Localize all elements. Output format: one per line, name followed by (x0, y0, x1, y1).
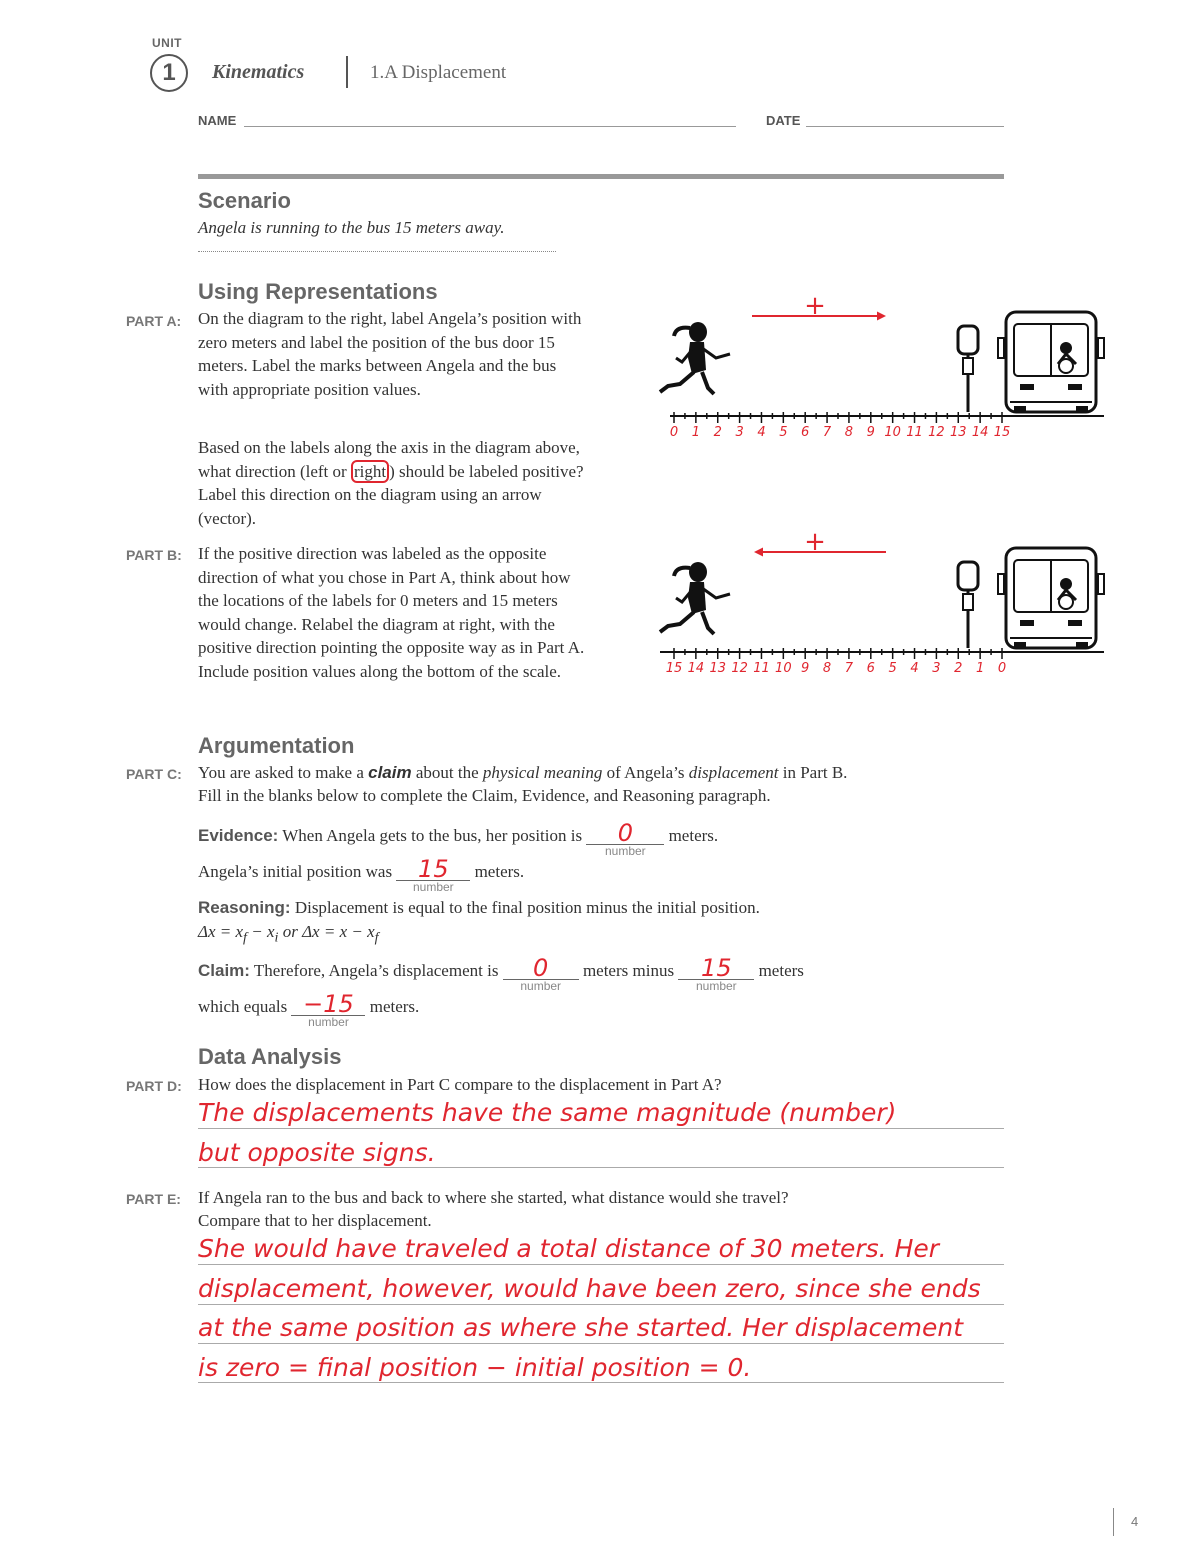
meters-text: meters. (470, 862, 525, 881)
scale-label: 3 (735, 425, 744, 440)
formula-sub-f: f (374, 929, 379, 946)
scale-label: 1 (975, 661, 985, 676)
final-position-blank[interactable] (586, 819, 664, 858)
intro-text-2: about the (411, 763, 483, 782)
claim-final-value: 0 (533, 954, 549, 982)
initial-position-line (198, 855, 525, 894)
scenario-heading: Scenario (198, 188, 291, 213)
answer-rule (198, 1128, 1004, 1129)
intro-displacement: displacement (688, 763, 779, 782)
scale-label: 4 (757, 425, 766, 440)
claim-initial-blank[interactable] (678, 954, 754, 993)
bus-stop-sign-icon (958, 326, 978, 412)
intro-text-3: of Angela’s (602, 763, 689, 782)
scale-label: 12 (928, 425, 945, 440)
unit-number-badge: 1 (150, 54, 188, 92)
part-a-question-end: ) should be labeled positive? Label this direction on the diagram using an arrow (vector). (198, 461, 584, 528)
initial-position-value: 15 (418, 855, 449, 883)
header-rule (198, 174, 1004, 179)
answer-rule (198, 1264, 1004, 1265)
claim-line (198, 954, 804, 993)
part-d-answer-line-2: but opposite signs. (198, 1138, 436, 1167)
scale-label: 2 (954, 661, 963, 676)
part-a-question-start: Based on the labels along the axis in the diagram above, what direction (left or (198, 438, 580, 481)
scale-label: 9 (801, 661, 810, 676)
page-number: 4 (1131, 1514, 1139, 1529)
result-line (198, 990, 420, 1029)
section-title: 1.A Displacement (370, 62, 507, 83)
data-analysis-heading: Data Analysis (198, 1044, 342, 1069)
circled-answer-right: right (351, 460, 389, 483)
scale-label: 5 (779, 425, 788, 440)
claim-initial-value: 15 (701, 954, 732, 982)
evidence-line (198, 819, 719, 858)
footer-divider (1113, 1508, 1114, 1536)
intro-claim: claim (368, 763, 412, 782)
scale-label: 7 (822, 425, 832, 440)
part-e-answer-line-1: She would have traveled a total distance of 30 meters. Her (198, 1234, 940, 1263)
scale-labels-b (666, 661, 1006, 676)
part-b-label: PART B: (126, 547, 182, 563)
scale-label: 10 (775, 661, 792, 676)
part-c-intro (198, 761, 998, 785)
part-e-answer-line-4: is zero = final position − initial position = 0. (198, 1353, 752, 1382)
scale-label: 5 (888, 661, 897, 676)
part-e-label: PART E: (126, 1191, 181, 1207)
part-d-question: How does the displacement in Part C compare to the displacement in Part A? (198, 1075, 722, 1094)
part-b-text: If the positive direction was labeled as the opposite direction of what you chose in Part A, think about how the locations of the labels for 0 meters and 15 meters would change. Relabel the diagram at right, with the positive direction pointing the opposite way as in Part A. Include position values along the bottom of the scale. (198, 544, 585, 681)
bus-icon (998, 548, 1104, 648)
formula-sub-f: f (243, 929, 247, 946)
initial-position-blank[interactable] (396, 855, 470, 894)
reasoning-text: Displacement is equal to the final position minus the initial position. (290, 898, 760, 917)
part-a-question (198, 436, 586, 530)
evidence-text: When Angela gets to the bus, her position is (278, 826, 587, 845)
scale-label: 4 (910, 661, 919, 676)
scale-label: 8 (844, 425, 854, 440)
scale-label: 11 (753, 661, 770, 676)
bus-stop-sign-icon (958, 562, 978, 648)
scale-label: 0 (669, 425, 679, 440)
intro-physical-meaning: physical meaning (482, 763, 603, 782)
claim-final-blank[interactable] (503, 954, 579, 993)
part-d-label: PART D: (126, 1078, 182, 1094)
answer-rule (198, 1304, 1004, 1305)
angela-runner-icon (660, 322, 730, 394)
intro-text-4: in Part B. (778, 763, 848, 782)
part-e-question-2: Compare that to her displacement. (198, 1211, 432, 1230)
scale-label: 15 (993, 425, 1011, 440)
scale-label: 1 (691, 425, 701, 440)
answer-rule (198, 1382, 1004, 1383)
formula-sub-i: i (274, 929, 279, 946)
part-e-question-1: If Angela ran to the bus and back to where she started, what distance would she travel? (198, 1188, 789, 1207)
initial-text: Angela’s initial position was (198, 862, 397, 881)
scale-label: 0 (997, 661, 1007, 676)
diagram-part-b (652, 528, 1112, 688)
plus-sign: + (804, 528, 826, 557)
meters-text: meters (754, 961, 804, 980)
displacement-result-value: −15 (303, 990, 354, 1018)
scenario-text: Angela is running to the bus 15 meters away. (198, 218, 505, 237)
scale-labels-a (670, 425, 1010, 440)
scale-label: 3 (932, 661, 941, 676)
claim-text: Therefore, Angela’s displacement is (249, 961, 503, 980)
bus-icon (998, 312, 1104, 412)
meters-text: meters. (365, 997, 420, 1016)
intro-text-1: You are asked to make a (198, 763, 369, 782)
header-divider (346, 56, 348, 88)
diagram-part-a (652, 292, 1112, 452)
evidence-label: Evidence: (198, 826, 279, 845)
formula-part-1: Δx = x (198, 922, 244, 941)
part-d-answer-line-1: The displacements have the same magnitude (number) (198, 1098, 897, 1127)
part-e-answer-line-2: displacement, however, would have been zero, since she ends (198, 1274, 981, 1303)
blank-caption: number (520, 979, 562, 993)
meters-minus-text: meters minus (578, 961, 679, 980)
page-title: Kinematics (212, 61, 305, 83)
displacement-formula (198, 920, 379, 950)
scale-label: 6 (801, 425, 810, 440)
scale-label: 7 (844, 661, 854, 676)
position-axis (660, 648, 1104, 659)
scenario-divider (198, 251, 556, 252)
scale-label: 8 (822, 661, 832, 676)
plus-sign: + (804, 292, 826, 321)
final-position-value: 0 (617, 819, 633, 847)
displacement-result-blank[interactable] (291, 990, 365, 1029)
answer-rule (198, 1343, 1004, 1344)
position-axis (670, 412, 1104, 423)
blank-caption: number (308, 1015, 349, 1029)
meters-text: meters. (664, 826, 719, 845)
scale-label: 9 (866, 425, 875, 440)
scale-label: 10 (884, 425, 901, 440)
scale-label: 14 (971, 425, 989, 440)
formula-part-3: or Δx = x − x (278, 922, 375, 941)
blank-caption: number (604, 844, 646, 858)
scale-label: 15 (665, 661, 683, 676)
formula-part-2: − x (246, 922, 275, 941)
blank-caption: number (412, 880, 454, 894)
answer-rule (198, 1167, 1004, 1168)
representations-heading: Using Representations (198, 279, 438, 304)
scale-label: 14 (687, 661, 705, 676)
part-a-text: On the diagram to the right, label Angela’s position with zero meters and label the position of the bus door 15 meters. Label the marks between Angela and the bus with appropriate position values. (198, 309, 582, 399)
name-field[interactable] (244, 126, 736, 127)
scale-label: 12 (731, 661, 748, 676)
part-c-intro-line2: Fill in the blanks below to complete the Claim, Evidence, and Reasoning paragraph. (198, 786, 771, 805)
argumentation-heading: Argumentation (198, 733, 355, 758)
date-field[interactable] (806, 126, 1004, 127)
scale-label: 6 (866, 661, 875, 676)
part-c-label: PART C: (126, 766, 182, 782)
which-equals-text: which equals (198, 997, 292, 1016)
scale-label: 2 (713, 425, 722, 440)
scale-label: 11 (906, 425, 923, 440)
unit-label: UNIT (152, 36, 182, 50)
claim-label: Claim: (198, 961, 250, 980)
angela-runner-icon (660, 562, 730, 634)
scale-label: 13 (709, 661, 727, 676)
part-e-answer-line-3: at the same position as where she started. Her displacement (198, 1313, 964, 1342)
reasoning-line (198, 896, 760, 920)
reasoning-label: Reasoning: (198, 898, 291, 917)
name-label: NAME (198, 113, 237, 128)
blank-caption: number (695, 979, 737, 993)
date-label: DATE (766, 113, 801, 128)
scale-label: 13 (949, 425, 967, 440)
part-a-label: PART A: (126, 313, 182, 329)
